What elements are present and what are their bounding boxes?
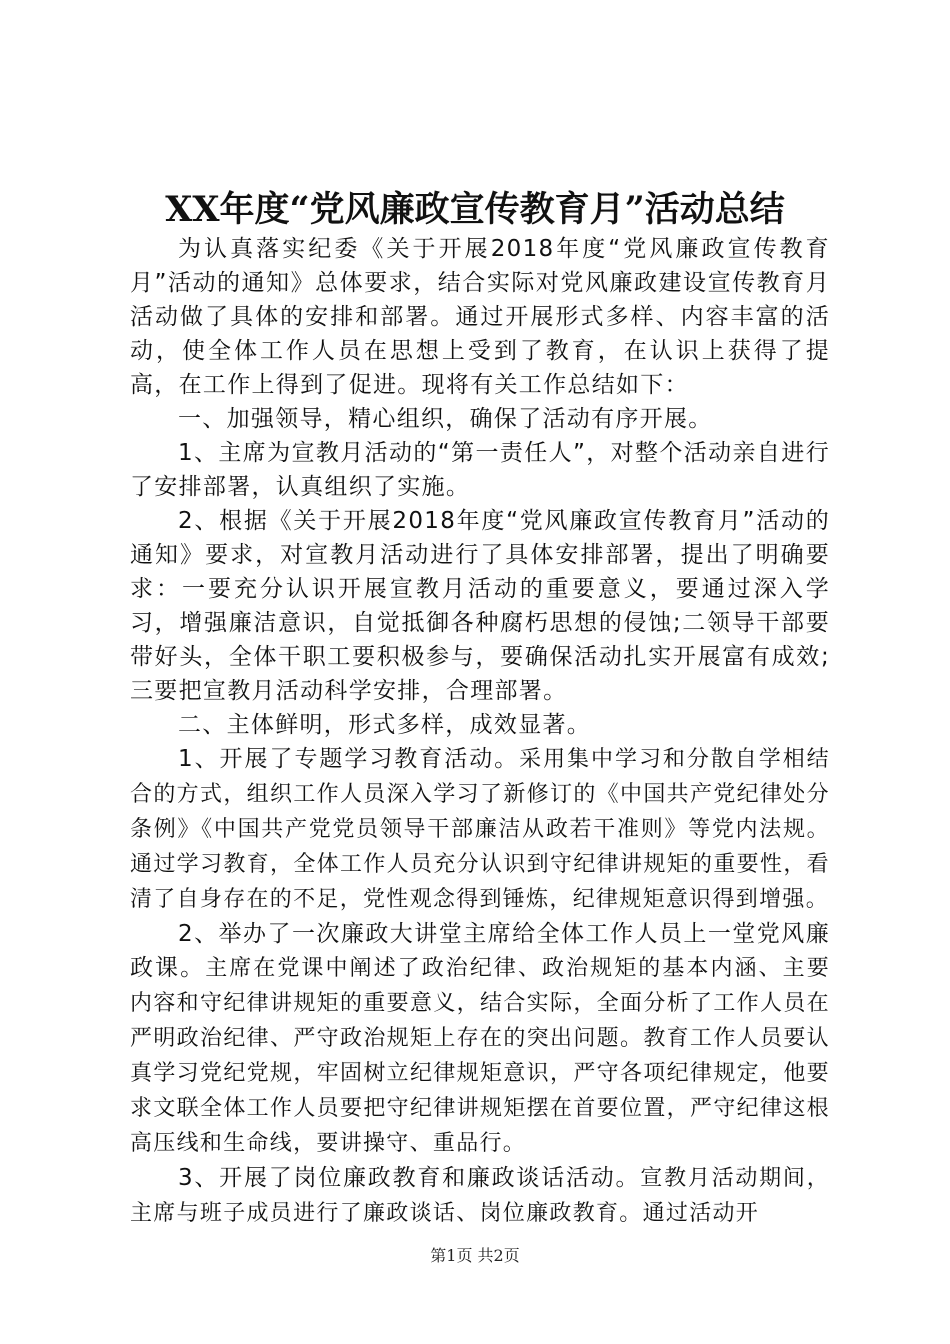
page-footer: 第1页 共2页 — [430, 1246, 520, 1265]
paragraph-2-1-lead: 1、开展了专题学习教育活动。 — [178, 746, 520, 772]
paragraph-1-1: 1、主席为宣教月活动的“第一责任人”，对整个活动亲自进行了安排部署，认真组织了实施。 — [130, 440, 830, 500]
section-heading-1: 一、加强领导，精心组织，确保了活动有序开展。 — [178, 406, 713, 432]
document-body — [130, 232, 830, 1231]
paragraph-2-3 — [130, 1161, 830, 1231]
document-title: XX年度“党风廉政宣传教育月”活动总结 — [165, 189, 785, 230]
section-heading-2: 二、主体鲜明，形式多样，成效显著。 — [178, 712, 592, 738]
paragraph-2-2 — [130, 917, 830, 1161]
intro-paragraph: 为认真落实纪委《关于开展2018年度“党风廉政宣传教育月”活动的通知》总体要求，结合实际对党风廉政建设宣传教育月活动做了具体的安排和部署。通过开展形式多样、内容丰富的活动，使全体工作人员在思想上受到了教育，在认识上获得了提高，在工作上得到了促进。现将有关工作总结如下： — [130, 236, 830, 398]
paragraph-2-1-body: 采用集中学习和分散自学相结合的方式，组织工作人员深入学习了新修订的《中国共产党纪律处分条例》《中国共产党党员领导干部廉洁从政若干准则》等党内法规。通过学习教育，全体工作人员充分认识到守纪律讲规矩的重要性，看清了自身存在的不足，党性观念得到锤炼，纪律规矩意识得到增强。 — [130, 747, 830, 912]
paragraph-1-2: 2、根据《关于开展2018年度“党风廉政宣传教育月”活动的通知》要求，对宣教月活动进行了具体安排部署，提出了明确要求：一要充分认识开展宣教月活动的重要意义，要通过深入学习，增强廉洁意识，自觉抵御各种腐朽思想的侵蚀;二领导干部要带好头，全体干职工要积极参与，要确保活动扎实开展富有成效;三要把宣教月活动科学安排，合理部署。 — [130, 508, 830, 704]
paragraph-2-2-lead: 2、举办了一次廉政大讲堂主席给全体工作人员上一堂党风廉政课。 — [130, 921, 830, 981]
paragraph-2-3-body: 宣教月活动期间，主席与班子成员进行了廉政谈话、岗位廉政教育。通过活动开 — [130, 1166, 830, 1226]
paragraph-2-3-lead: 3、开展了岗位廉政教育和廉政谈话活动。 — [178, 1165, 641, 1191]
paragraph-2-1 — [130, 742, 830, 917]
paragraph-2-2-body: 主席在党课中阐述了政治纪律、政治规矩的基本内涵、主要内容和守纪律讲规矩的重要意义，结合实际，全面分析了工作人员在严明政治纪律、严守政治规矩上存在的突出问题。教育工作人员要认真学习党纪党规，牢固树立纪律规矩意识，严守各项纪律规定，他要求文联全体工作人员要把守纪律讲规矩摆在首要位置，严守纪律这根高压线和生命线，要讲操守、重品行。 — [130, 956, 830, 1156]
